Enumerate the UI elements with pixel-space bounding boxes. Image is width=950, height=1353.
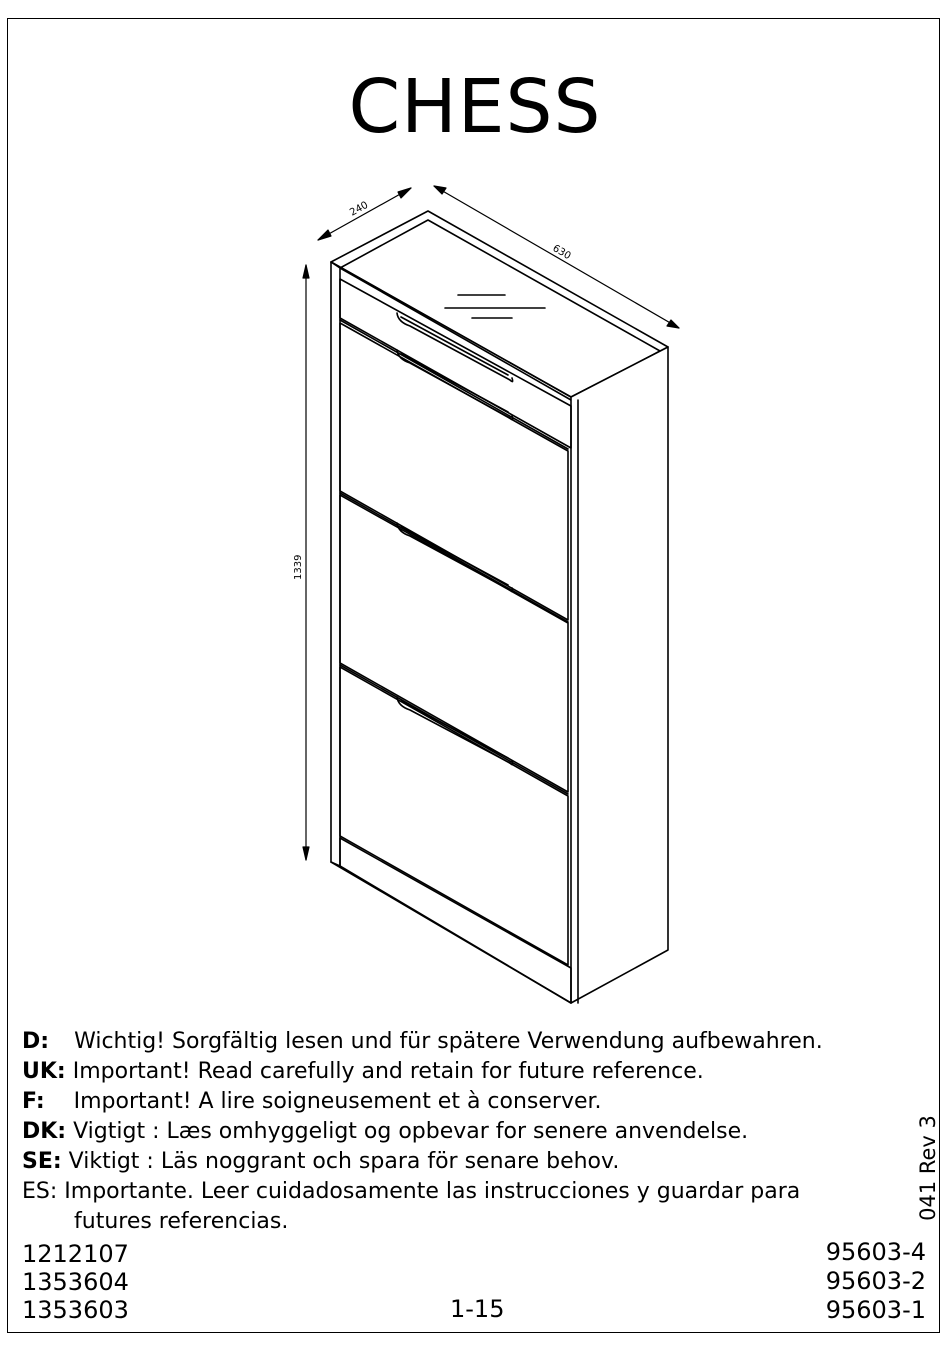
revision-label: 041 Rev 3 <box>916 1115 940 1221</box>
note-text: Important! A lire soigneusement et à conserver. <box>73 1089 602 1114</box>
item-codes <box>22 1240 129 1324</box>
product-title: CHESS <box>348 64 602 150</box>
depth-dimension-label: 240 <box>348 199 371 219</box>
note-text: Important! Read carefully and retain for future reference. <box>72 1059 704 1084</box>
cabinet-side-panel <box>571 347 668 1003</box>
note-text: Wichtig! Sorgfältig lesen und für spätere Verwendung aufbewahren. <box>74 1029 823 1054</box>
part-codes <box>826 1238 926 1325</box>
note-lang: ES: <box>22 1179 58 1204</box>
part-code: 95603-2 <box>825 1267 926 1295</box>
note-lang: F: <box>22 1089 45 1114</box>
note-uk <box>22 1057 902 1087</box>
note-lang: D: <box>22 1029 50 1054</box>
flap-3-front <box>340 667 568 965</box>
width-dimension-label: 630 <box>550 243 573 263</box>
note-dk <box>22 1117 902 1147</box>
part-code: 95603-4 <box>825 1238 926 1266</box>
cabinet-left-edge <box>331 262 340 866</box>
part-code: 95603-1 <box>825 1296 926 1324</box>
item-code: 1353603 <box>22 1296 129 1324</box>
page-number: 1-15 <box>450 1295 505 1323</box>
item-code: 1212107 <box>22 1240 129 1268</box>
note-es-continuation: futures referencias. <box>74 1209 289 1234</box>
plinth <box>340 838 571 1003</box>
height-dimension-label: 1339 <box>293 554 304 580</box>
note-text: Viktigt : Läs noggrant och spara för senare behov. <box>68 1149 620 1174</box>
note-lang: SE: <box>22 1149 62 1174</box>
note-es <box>22 1177 902 1207</box>
note-lang: DK: <box>22 1119 67 1144</box>
flap-2-front <box>340 495 568 792</box>
important-notice <box>22 1027 902 1237</box>
note-text: Importante. Leer cuidadosamente las instrucciones y guardar para <box>64 1179 801 1204</box>
note-se <box>22 1147 902 1177</box>
item-code: 1353604 <box>22 1268 129 1296</box>
cabinet-top-face <box>331 211 668 397</box>
note-de <box>22 1027 902 1057</box>
note-fr <box>22 1087 902 1117</box>
note-text: Vigtigt : Læs omhyggeligt og opbevar for senere anvendelse. <box>73 1119 749 1144</box>
note-lang: UK: <box>22 1059 66 1084</box>
